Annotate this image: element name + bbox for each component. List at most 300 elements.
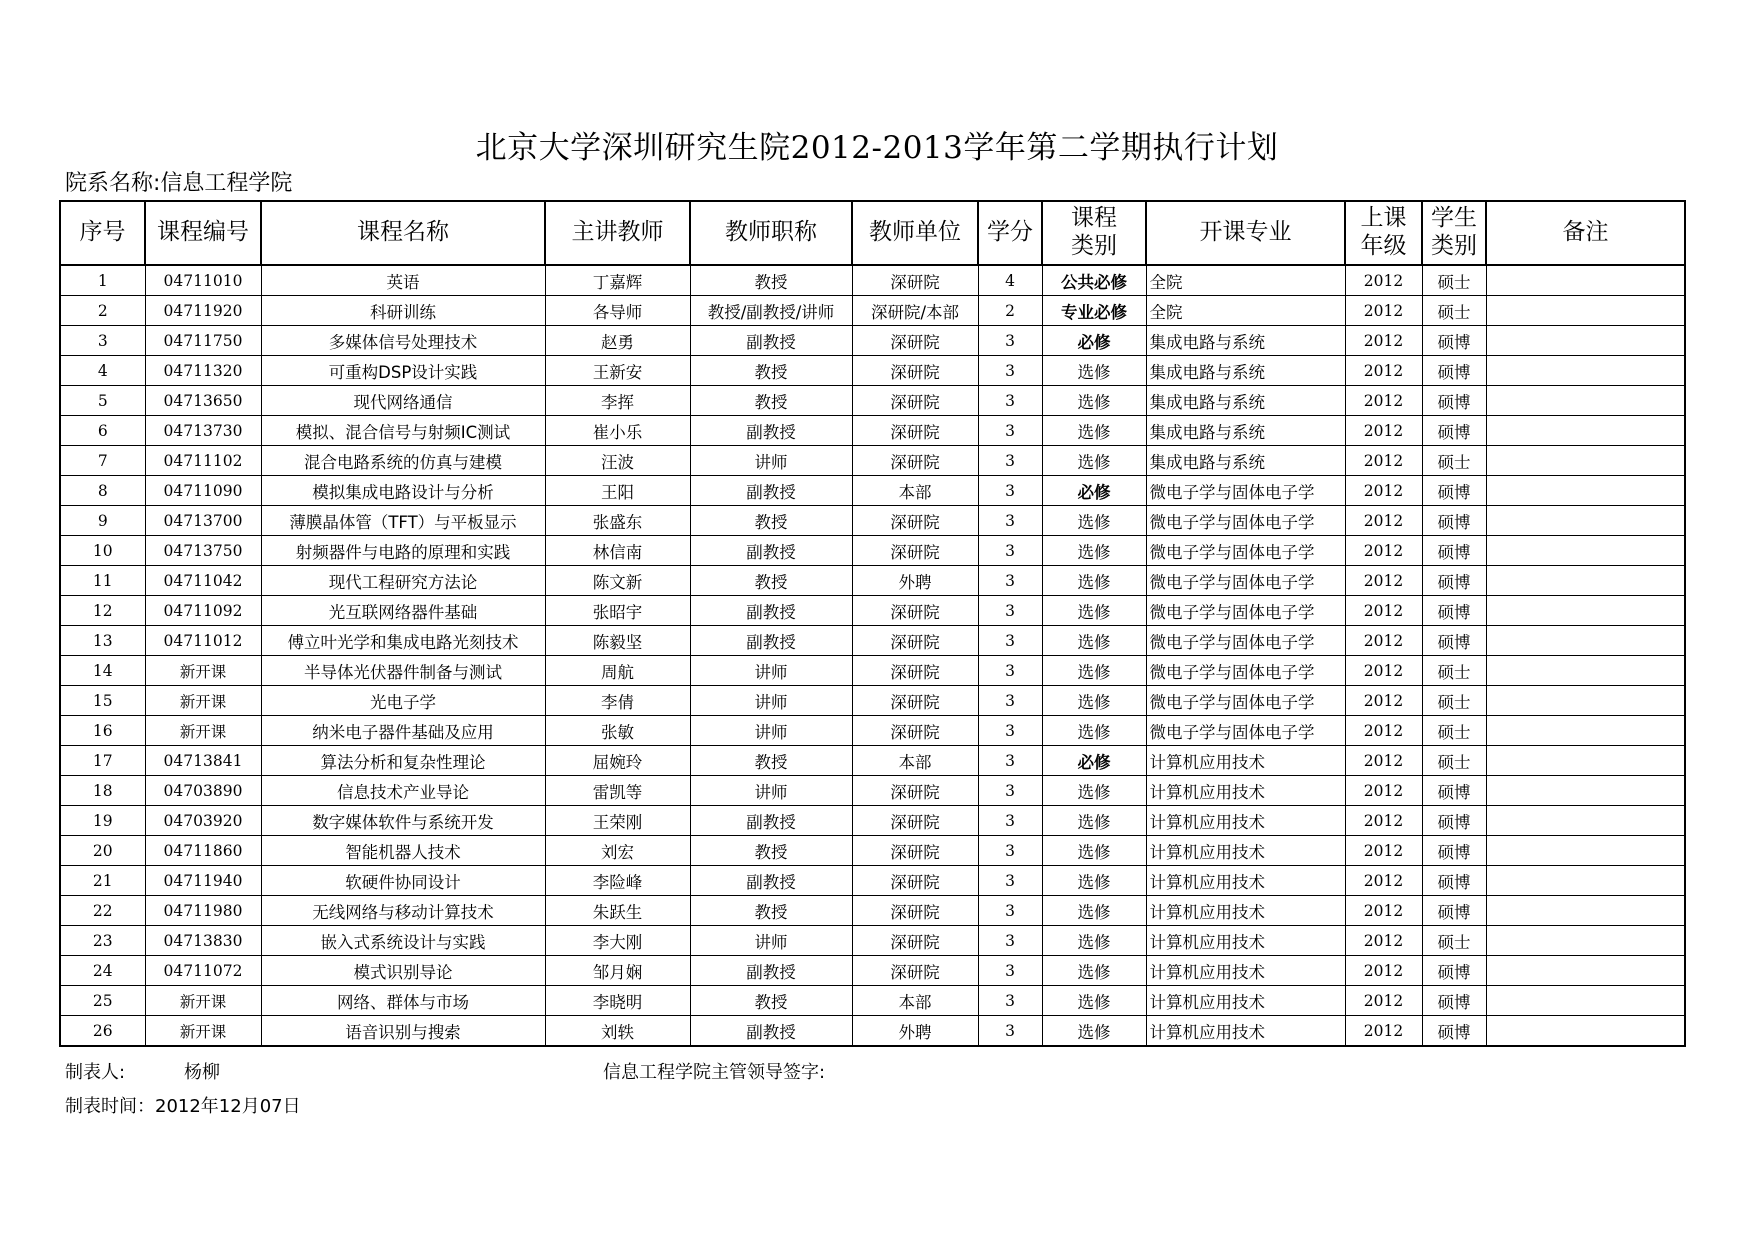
cell-name: 光互联网络器件基础: [261, 596, 545, 626]
cell-unit: 深研院: [852, 536, 978, 566]
cell-ctype: 选修: [1042, 896, 1146, 926]
cell-credit: 3: [978, 746, 1042, 776]
cell-major: 集成电路与系统: [1146, 326, 1345, 356]
table-row: [60, 326, 1685, 356]
cell-ctype: 选修: [1042, 536, 1146, 566]
cell-grade: 2012: [1345, 926, 1422, 956]
cell-unit: 深研院: [852, 836, 978, 866]
cell-grade: 2012: [1345, 1016, 1422, 1047]
cell-credit: 3: [978, 446, 1042, 476]
cell-credit: 3: [978, 386, 1042, 416]
header-seq: 序号: [60, 201, 145, 265]
header-code: 课程编号: [145, 201, 261, 265]
cell-seq: 26: [60, 1016, 145, 1047]
cell-teacher: 各导师: [545, 296, 690, 326]
cell-name: 可重构DSP设计实践: [261, 356, 545, 386]
cell-grade: 2012: [1345, 476, 1422, 506]
cell-name: 网络、群体与市场: [261, 986, 545, 1016]
cell-code: 04713730: [145, 416, 261, 446]
header-note: 备注: [1486, 201, 1685, 265]
table-row: [60, 926, 1685, 956]
cell-stype: 硕士: [1422, 265, 1486, 296]
cell-credit: 3: [978, 656, 1042, 686]
cell-name: 薄膜晶体管（TFT）与平板显示: [261, 506, 545, 536]
cell-seq: 24: [60, 956, 145, 986]
cell-stype: 硕博: [1422, 626, 1486, 656]
cell-major: 计算机应用技术: [1146, 926, 1345, 956]
cell-stype: 硕博: [1422, 866, 1486, 896]
cell-title: 副教授: [690, 476, 852, 506]
cell-credit: 3: [978, 536, 1042, 566]
cell-ctype: 选修: [1042, 986, 1146, 1016]
cell-teacher: 刘宏: [545, 836, 690, 866]
cell-seq: 23: [60, 926, 145, 956]
cell-teacher: 李挥: [545, 386, 690, 416]
cell-credit: 3: [978, 926, 1042, 956]
cell-teacher: 刘轶: [545, 1016, 690, 1047]
cell-stype: 硕博: [1422, 326, 1486, 356]
cell-code: 04703890: [145, 776, 261, 806]
cell-note: [1486, 566, 1685, 596]
maker-name: 杨柳: [184, 1062, 220, 1083]
cell-name: 现代工程研究方法论: [261, 566, 545, 596]
cell-teacher: 周航: [545, 656, 690, 686]
header-course-type-line1: 课程: [1071, 205, 1117, 232]
cell-major: 集成电路与系统: [1146, 446, 1345, 476]
cell-teacher: 李倩: [545, 686, 690, 716]
cell-stype: 硕博: [1422, 476, 1486, 506]
cell-title: 讲师: [690, 656, 852, 686]
cell-seq: 15: [60, 686, 145, 716]
header-course-type: [1042, 201, 1146, 265]
cell-note: [1486, 956, 1685, 986]
cell-code: 04703920: [145, 806, 261, 836]
header-teacher: 主讲教师: [545, 201, 690, 265]
cell-teacher: 王荣刚: [545, 806, 690, 836]
cell-seq: 18: [60, 776, 145, 806]
table-row: [60, 536, 1685, 566]
cell-code: 04713700: [145, 506, 261, 536]
cell-name: 信息技术产业导论: [261, 776, 545, 806]
cell-title: 教授: [690, 566, 852, 596]
cell-title: 副教授: [690, 326, 852, 356]
cell-teacher: 朱跃生: [545, 896, 690, 926]
cell-teacher: 雷凯等: [545, 776, 690, 806]
cell-credit: 3: [978, 566, 1042, 596]
header-unit: 教师单位: [852, 201, 978, 265]
cell-name: 语音识别与搜索: [261, 1016, 545, 1047]
cell-major: 微电子学与固体电子学: [1146, 476, 1345, 506]
table-row: [60, 356, 1685, 386]
cell-ctype: 选修: [1042, 956, 1146, 986]
cell-ctype: 选修: [1042, 386, 1146, 416]
cell-unit: 深研院: [852, 416, 978, 446]
cell-unit: 外聘: [852, 566, 978, 596]
cell-ctype: 公共必修: [1042, 265, 1146, 296]
cell-grade: 2012: [1345, 626, 1422, 656]
cell-note: [1486, 806, 1685, 836]
cell-teacher: 屈婉玲: [545, 746, 690, 776]
cell-code: 04711920: [145, 296, 261, 326]
cell-seq: 6: [60, 416, 145, 446]
cell-note: [1486, 596, 1685, 626]
cell-unit: 深研院: [852, 806, 978, 836]
page-title: 北京大学深圳研究生院2012-2013学年第二学期执行计划: [475, 130, 1279, 166]
cell-seq: 12: [60, 596, 145, 626]
cell-name: 光电子学: [261, 686, 545, 716]
cell-teacher: 邹月娴: [545, 956, 690, 986]
cell-seq: 22: [60, 896, 145, 926]
cell-note: [1486, 446, 1685, 476]
cell-stype: 硕博: [1422, 356, 1486, 386]
cell-code: 04711092: [145, 596, 261, 626]
cell-unit: 深研院: [852, 356, 978, 386]
table-row: [60, 1016, 1685, 1047]
cell-grade: 2012: [1345, 986, 1422, 1016]
header-student-type-line2: 类别: [1431, 233, 1477, 259]
cell-ctype: 选修: [1042, 566, 1146, 596]
cell-code: 04713830: [145, 926, 261, 956]
cell-note: [1486, 686, 1685, 716]
cell-code: 04711102: [145, 446, 261, 476]
cell-code: 04711042: [145, 566, 261, 596]
cell-credit: 4: [978, 265, 1042, 296]
cell-unit: 深研院: [852, 265, 978, 296]
cell-teacher: 李险峰: [545, 866, 690, 896]
cell-stype: 硕博: [1422, 1016, 1486, 1047]
header-grade: [1345, 201, 1422, 265]
cell-ctype: 选修: [1042, 1016, 1146, 1047]
cell-major: 微电子学与固体电子学: [1146, 536, 1345, 566]
cell-credit: 3: [978, 866, 1042, 896]
cell-ctype: 选修: [1042, 836, 1146, 866]
cell-note: [1486, 656, 1685, 686]
cell-code: 04711090: [145, 476, 261, 506]
cell-stype: 硕士: [1422, 296, 1486, 326]
cell-note: [1486, 265, 1685, 296]
cell-teacher: 张敏: [545, 716, 690, 746]
cell-unit: 深研院: [852, 626, 978, 656]
table-row: [60, 896, 1685, 926]
cell-major: 计算机应用技术: [1146, 986, 1345, 1016]
cell-code: 04711320: [145, 356, 261, 386]
cell-unit: 深研院: [852, 926, 978, 956]
cell-stype: 硕士: [1422, 746, 1486, 776]
cell-grade: 2012: [1345, 866, 1422, 896]
cell-code: 新开课: [145, 686, 261, 716]
cell-unit: 外聘: [852, 1016, 978, 1047]
table-row: [60, 446, 1685, 476]
cell-major: 全院: [1146, 296, 1345, 326]
cell-title: 教授: [690, 386, 852, 416]
cell-stype: 硕士: [1422, 446, 1486, 476]
header-credit: 学分: [978, 201, 1042, 265]
cell-credit: 3: [978, 686, 1042, 716]
cell-seq: 17: [60, 746, 145, 776]
cell-unit: 深研院: [852, 326, 978, 356]
cell-title: 讲师: [690, 446, 852, 476]
cell-major: 微电子学与固体电子学: [1146, 686, 1345, 716]
cell-title: 教授: [690, 265, 852, 296]
cell-stype: 硕博: [1422, 416, 1486, 446]
cell-teacher: 丁嘉辉: [545, 265, 690, 296]
cell-code: 04711980: [145, 896, 261, 926]
cell-grade: 2012: [1345, 686, 1422, 716]
cell-teacher: 王新安: [545, 356, 690, 386]
cell-name: 算法分析和复杂性理论: [261, 746, 545, 776]
cell-note: [1486, 296, 1685, 326]
header-title: 教师职称: [690, 201, 852, 265]
cell-ctype: 选修: [1042, 356, 1146, 386]
cell-stype: 硕博: [1422, 596, 1486, 626]
cell-grade: 2012: [1345, 956, 1422, 986]
cell-teacher: 张盛东: [545, 506, 690, 536]
cell-note: [1486, 326, 1685, 356]
table-row: [60, 686, 1685, 716]
cell-name: 模拟集成电路设计与分析: [261, 476, 545, 506]
table-row: [60, 506, 1685, 536]
cell-name: 智能机器人技术: [261, 836, 545, 866]
table-row: [60, 836, 1685, 866]
cell-stype: 硕博: [1422, 776, 1486, 806]
cell-title: 教授: [690, 746, 852, 776]
cell-major: 微电子学与固体电子学: [1146, 596, 1345, 626]
table-row: [60, 386, 1685, 416]
cell-teacher: 汪波: [545, 446, 690, 476]
cell-title: 讲师: [690, 686, 852, 716]
cell-ctype: 必修: [1042, 326, 1146, 356]
signature-label: 信息工程学院主管领导签字:: [603, 1062, 826, 1083]
cell-credit: 3: [978, 836, 1042, 866]
cell-note: [1486, 506, 1685, 536]
cell-major: 集成电路与系统: [1146, 416, 1345, 446]
cell-stype: 硕博: [1422, 536, 1486, 566]
cell-ctype: 必修: [1042, 476, 1146, 506]
cell-code: 04711012: [145, 626, 261, 656]
cell-note: [1486, 1016, 1685, 1047]
cell-note: [1486, 536, 1685, 566]
cell-major: 计算机应用技术: [1146, 956, 1345, 986]
cell-unit: 本部: [852, 746, 978, 776]
header-student-type-line1: 学生: [1431, 205, 1477, 232]
cell-major: 微电子学与固体电子学: [1146, 626, 1345, 656]
cell-grade: 2012: [1345, 296, 1422, 326]
cell-grade: 2012: [1345, 446, 1422, 476]
cell-seq: 13: [60, 626, 145, 656]
cell-seq: 9: [60, 506, 145, 536]
cell-name: 模式识别导论: [261, 956, 545, 986]
cell-seq: 20: [60, 836, 145, 866]
cell-name: 半导体光伏器件制备与测试: [261, 656, 545, 686]
table-row: [60, 866, 1685, 896]
cell-grade: 2012: [1345, 536, 1422, 566]
cell-seq: 5: [60, 386, 145, 416]
cell-major: 计算机应用技术: [1146, 806, 1345, 836]
cell-credit: 3: [978, 896, 1042, 926]
cell-ctype: 选修: [1042, 716, 1146, 746]
table-row: [60, 656, 1685, 686]
cell-ctype: 选修: [1042, 596, 1146, 626]
cell-unit: 深研院: [852, 656, 978, 686]
cell-teacher: 陈文新: [545, 566, 690, 596]
cell-credit: 3: [978, 716, 1042, 746]
table-row: [60, 476, 1685, 506]
cell-name: 嵌入式系统设计与实践: [261, 926, 545, 956]
cell-teacher: 赵勇: [545, 326, 690, 356]
cell-title: 副教授: [690, 626, 852, 656]
cell-code: 04711940: [145, 866, 261, 896]
cell-major: 计算机应用技术: [1146, 1016, 1345, 1047]
cell-code: 04713650: [145, 386, 261, 416]
cell-credit: 2: [978, 296, 1042, 326]
cell-ctype: 选修: [1042, 416, 1146, 446]
cell-teacher: 陈毅坚: [545, 626, 690, 656]
cell-title: 副教授: [690, 416, 852, 446]
cell-code: 04713841: [145, 746, 261, 776]
table-time: 制表时间：2012年12月07日: [65, 1096, 301, 1117]
cell-name: 软硬件协同设计: [261, 866, 545, 896]
cell-unit: 深研院: [852, 686, 978, 716]
cell-ctype: 选修: [1042, 656, 1146, 686]
table-row: [60, 806, 1685, 836]
cell-stype: 硕士: [1422, 686, 1486, 716]
table-header-row: [60, 201, 1685, 265]
cell-seq: 3: [60, 326, 145, 356]
cell-ctype: 选修: [1042, 686, 1146, 716]
cell-grade: 2012: [1345, 716, 1422, 746]
cell-teacher: 崔小乐: [545, 416, 690, 446]
cell-seq: 1: [60, 265, 145, 296]
cell-seq: 11: [60, 566, 145, 596]
cell-seq: 14: [60, 656, 145, 686]
cell-seq: 8: [60, 476, 145, 506]
cell-credit: 3: [978, 626, 1042, 656]
cell-grade: 2012: [1345, 265, 1422, 296]
cell-major: 计算机应用技术: [1146, 746, 1345, 776]
department-name: 院系名称:信息工程学院: [65, 171, 293, 196]
cell-title: 副教授: [690, 596, 852, 626]
cell-title: 副教授: [690, 1016, 852, 1047]
cell-credit: 3: [978, 416, 1042, 446]
cell-seq: 25: [60, 986, 145, 1016]
cell-teacher: 张昭宇: [545, 596, 690, 626]
cell-unit: 深研院/本部: [852, 296, 978, 326]
cell-ctype: 选修: [1042, 806, 1146, 836]
table-row: [60, 416, 1685, 446]
cell-unit: 深研院: [852, 596, 978, 626]
cell-seq: 7: [60, 446, 145, 476]
cell-credit: 3: [978, 476, 1042, 506]
header-course-type-line2: 类别: [1071, 233, 1117, 259]
cell-major: 集成电路与系统: [1146, 386, 1345, 416]
cell-name: 英语: [261, 265, 545, 296]
cell-grade: 2012: [1345, 596, 1422, 626]
cell-unit: 深研院: [852, 506, 978, 536]
cell-note: [1486, 386, 1685, 416]
cell-code: 04711072: [145, 956, 261, 986]
cell-credit: 3: [978, 776, 1042, 806]
cell-stype: 硕博: [1422, 386, 1486, 416]
cell-name: 现代网络通信: [261, 386, 545, 416]
cell-unit: 深研院: [852, 776, 978, 806]
cell-name: 科研训练: [261, 296, 545, 326]
cell-grade: 2012: [1345, 836, 1422, 866]
cell-title: 教授: [690, 896, 852, 926]
cell-stype: 硕士: [1422, 716, 1486, 746]
cell-note: [1486, 776, 1685, 806]
header-name: 课程名称: [261, 201, 545, 265]
cell-title: 讲师: [690, 776, 852, 806]
cell-grade: 2012: [1345, 566, 1422, 596]
table-row: [60, 296, 1685, 326]
cell-note: [1486, 746, 1685, 776]
cell-title: 讲师: [690, 926, 852, 956]
cell-major: 全院: [1146, 265, 1345, 296]
table-body: [60, 265, 1685, 1046]
cell-seq: 21: [60, 866, 145, 896]
cell-note: [1486, 896, 1685, 926]
cell-code: 新开课: [145, 716, 261, 746]
cell-major: 微电子学与固体电子学: [1146, 506, 1345, 536]
cell-name: 数字媒体软件与系统开发: [261, 806, 545, 836]
cell-title: 讲师: [690, 716, 852, 746]
course-plan-table: [59, 200, 1686, 1047]
cell-code: 04711010: [145, 265, 261, 296]
cell-credit: 3: [978, 986, 1042, 1016]
cell-note: [1486, 356, 1685, 386]
maker-label: 制表人:: [65, 1062, 126, 1083]
cell-seq: 2: [60, 296, 145, 326]
cell-ctype: 选修: [1042, 446, 1146, 476]
cell-title: 教授: [690, 986, 852, 1016]
cell-ctype: 选修: [1042, 626, 1146, 656]
cell-grade: 2012: [1345, 656, 1422, 686]
cell-seq: 4: [60, 356, 145, 386]
cell-stype: 硕博: [1422, 896, 1486, 926]
table-row: [60, 956, 1685, 986]
cell-title: 副教授: [690, 866, 852, 896]
cell-note: [1486, 866, 1685, 896]
cell-credit: 3: [978, 956, 1042, 986]
cell-major: 微电子学与固体电子学: [1146, 716, 1345, 746]
cell-note: [1486, 986, 1685, 1016]
cell-unit: 本部: [852, 986, 978, 1016]
cell-unit: 深研院: [852, 866, 978, 896]
cell-title: 副教授: [690, 956, 852, 986]
header-grade-line1: 上课: [1360, 205, 1407, 232]
cell-name: 多媒体信号处理技术: [261, 326, 545, 356]
cell-ctype: 必修: [1042, 746, 1146, 776]
cell-teacher: 李晓明: [545, 986, 690, 1016]
cell-credit: 3: [978, 506, 1042, 536]
header-major: 开课专业: [1146, 201, 1345, 265]
cell-stype: 硕博: [1422, 986, 1486, 1016]
cell-note: [1486, 926, 1685, 956]
cell-ctype: 选修: [1042, 506, 1146, 536]
cell-major: 微电子学与固体电子学: [1146, 656, 1345, 686]
cell-credit: 3: [978, 806, 1042, 836]
cell-teacher: 王阳: [545, 476, 690, 506]
cell-ctype: 专业必修: [1042, 296, 1146, 326]
cell-unit: 深研院: [852, 386, 978, 416]
cell-teacher: 林信南: [545, 536, 690, 566]
cell-grade: 2012: [1345, 506, 1422, 536]
cell-seq: 19: [60, 806, 145, 836]
cell-grade: 2012: [1345, 806, 1422, 836]
cell-stype: 硕士: [1422, 656, 1486, 686]
cell-teacher: 李大刚: [545, 926, 690, 956]
cell-note: [1486, 626, 1685, 656]
